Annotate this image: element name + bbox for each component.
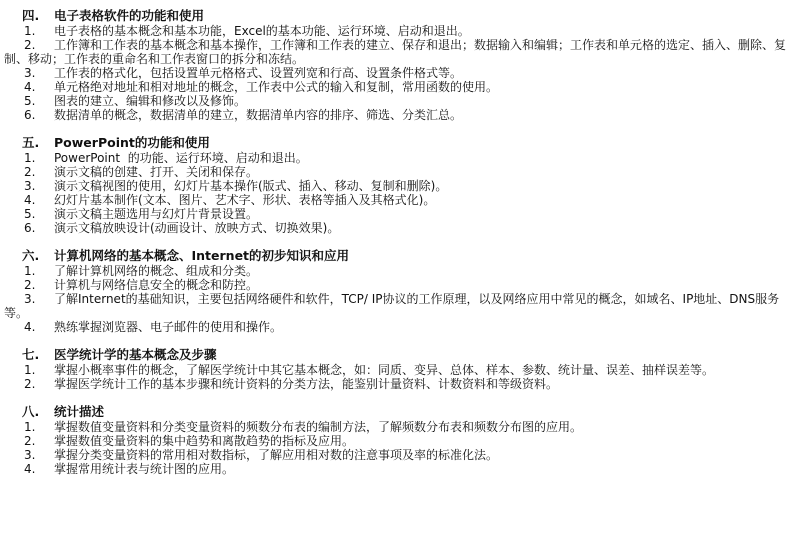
section-internet: [0, 248, 798, 334]
item-text: 数据清单的概念，数据清单的建立，数据清单内容的排序、筛选、分类汇总。: [54, 108, 463, 122]
item-text: 掌握数值变量资料的集中趋势和离散趋势的指标及应用。: [54, 434, 355, 448]
item-text: 工作簿和工作表的基本概念和基本操作，工作簿和工作表的建立、保存和退出；数据输入和编辑；工作表和单元格的选定、插入、删除、复制、移动；工作表的重命名和工作表窗口的拆分和冻结。: [4, 38, 787, 66]
section-list: [0, 264, 798, 334]
section-title: 统计描述: [54, 404, 105, 419]
item-index: 1.: [24, 363, 36, 377]
item-text: 掌握分类变量资料的常用相对数指标，了解应用相对数的注意事项及率的标准化法。: [54, 448, 499, 462]
item-text: 演示文稿主题选用与幻灯片背景设置。: [54, 207, 259, 221]
list-item: [0, 264, 798, 278]
section-spreadsheet: [0, 8, 798, 122]
list-item: [0, 320, 798, 334]
item-index: 3.: [24, 66, 36, 80]
list-item: [0, 434, 798, 448]
item-index: 1.: [24, 24, 36, 38]
item-text: 幻灯片基本制作(文本、图片、艺术字、形状、表格等插入及其格式化)。: [54, 193, 436, 207]
item-index: 2.: [24, 377, 36, 391]
item-text: 单元格绝对地址和相对地址的概念，工作表中公式的输入和复制，常用函数的使用。: [54, 80, 499, 94]
list-item: [0, 207, 798, 221]
item-text: 了解计算机网络的概念、组成和分类。: [54, 264, 259, 278]
section-list: [0, 363, 798, 391]
section-number: 八.: [22, 404, 40, 419]
item-index: 3.: [24, 179, 36, 193]
list-item: [0, 377, 798, 391]
list-item: [0, 66, 798, 80]
item-text: PowerPoint 的功能、运行环境、启动和退出。: [54, 151, 308, 165]
section-medical-statistics: [0, 347, 798, 391]
item-index: 2.: [24, 38, 36, 52]
item-text: 掌握医学统计工作的基本步骤和统计资料的分类方法，能鉴别计量资料、计数资料和等级资料。: [54, 377, 559, 391]
item-text: 掌握常用统计表与统计图的应用。: [54, 462, 235, 476]
item-text: 演示文稿的创建、打开、关闭和保存。: [54, 165, 259, 179]
section-heading: [0, 135, 798, 150]
section-number: 七.: [22, 347, 40, 362]
list-item: [0, 80, 798, 94]
section-number: 四.: [22, 8, 40, 23]
list-item: [0, 193, 798, 207]
item-index: 5.: [24, 94, 36, 108]
item-index: 1.: [24, 420, 36, 434]
item-text: 了解Internet的基础知识，主要包括网络硬件和软件，TCP/ IP协议的工作原理，以及网络应用中常见的概念，如域名、IP地址、DNS服务等。: [4, 292, 780, 320]
item-text: 图表的建立、编辑和修改以及修饰。: [54, 94, 247, 108]
section-number: 五.: [22, 135, 40, 150]
item-index: 2.: [24, 278, 36, 292]
item-index: 5.: [24, 207, 36, 221]
section-list: [0, 151, 798, 235]
list-item: [0, 292, 798, 320]
item-index: 6.: [24, 221, 36, 235]
item-index: 1.: [24, 151, 36, 165]
section-title: 计算机网络的基本概念、Internet的初步知识和应用: [54, 248, 350, 263]
list-item: [0, 221, 798, 235]
item-index: 4.: [24, 193, 36, 207]
item-index: 3.: [24, 448, 36, 462]
list-item: [0, 179, 798, 193]
item-text: 掌握数值变量资料和分类变量资料的频数分布表的编制方法，了解频数分布表和频数分布图的应用。: [54, 420, 583, 434]
item-index: 2.: [24, 165, 36, 179]
list-item: [0, 363, 798, 377]
list-item: [0, 165, 798, 179]
item-text: 工作表的格式化，包括设置单元格格式、设置列宽和行高、设置条件格式等。: [54, 66, 463, 80]
item-text: 熟练掌握浏览器、电子邮件的使用和操作。: [54, 320, 283, 334]
item-index: 4.: [24, 320, 36, 334]
section-heading: [0, 404, 798, 419]
section-title: PowerPoint的功能和使用: [54, 135, 210, 150]
item-index: 4.: [24, 80, 36, 94]
section-title: 电子表格软件的功能和使用: [54, 8, 205, 23]
list-item: [0, 94, 798, 108]
list-item: [0, 278, 798, 292]
item-index: 1.: [24, 264, 36, 278]
section-list: [0, 420, 798, 476]
section-heading: [0, 347, 798, 362]
item-index: 4.: [24, 462, 36, 476]
item-text: 掌握小概率事件的概念，了解医学统计中其它基本概念，如：同质、变异、总体、样本、参数、统计量、误差、抽样误差等。: [54, 363, 715, 377]
item-text: 演示文稿视图的使用，幻灯片基本操作(版式、插入、移动、复制和删除)。: [54, 179, 448, 193]
item-text: 计算机与网络信息安全的概念和防控。: [54, 278, 259, 292]
list-item: [0, 108, 798, 122]
section-statistical-description: [0, 404, 798, 476]
item-text: 演示文稿放映设计(动画设计、放映方式、切换效果)。: [54, 221, 340, 235]
item-index: 2.: [24, 434, 36, 448]
item-text: 电子表格的基本概念和基本功能，Excel的基本功能、运行环境、启动和退出。: [54, 24, 470, 38]
section-powerpoint: [0, 135, 798, 235]
section-title: 医学统计学的基本概念及步骤: [54, 347, 217, 362]
list-item: [0, 151, 798, 165]
section-heading: [0, 8, 798, 23]
list-item: [0, 420, 798, 434]
section-list: [0, 24, 798, 122]
list-item: [0, 462, 798, 476]
section-heading: [0, 248, 798, 263]
list-item: [0, 38, 798, 66]
list-item: [0, 24, 798, 38]
section-number: 六.: [22, 248, 40, 263]
item-index: 3.: [24, 292, 36, 306]
list-item: [0, 448, 798, 462]
item-index: 6.: [24, 108, 36, 122]
